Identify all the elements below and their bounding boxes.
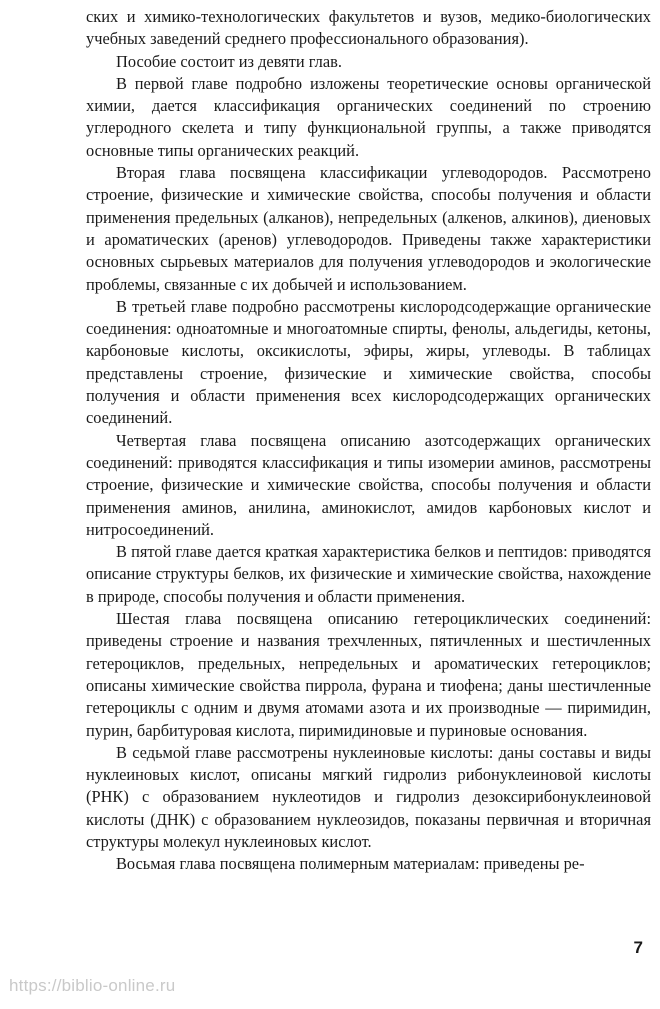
body-text	[86, 6, 651, 876]
paragraph-chapter-1: В первой главе подробно изложены теоретические основы органической химии, дается классификация органических соединений по строению углеродного скелета и типу функциональной группы, а также приводятся основные типы органических реакций.	[86, 73, 651, 160]
paragraph-chapter-8: Восьмая глава посвящена полимерным материалам: приведены ре-	[116, 854, 585, 874]
paragraph-chapter-5: В пятой главе дается краткая характеристика белков и пептидов: приводятся описание структуры белков, их физические и химические свойства, нахождение в природе, способы получения и области применения.	[86, 542, 651, 606]
paragraph-chapter-4: Четвертая глава посвящена описанию азотсодержащих органических соединений: приводятся классификация и типы изомерии аминов, рассмотрены строение, физические и химические свойства, способы получения и области применения аминов, анилина, аминокислот, амидов карбоновых кислот и нитросоединений.	[86, 430, 651, 539]
paragraph-continuation: ских и химико-технологических факультетов и вузов, медико-биологических учебных заведений среднего профессионального образования).	[86, 7, 651, 49]
page-number: 7	[633, 938, 643, 957]
paragraph-structure: Пособие состоит из девяти глав.	[116, 51, 342, 71]
paragraph-chapter-3: В третьей главе подробно рассмотрены кислородсодержащие органические соединения: одноатомные и многоатомные спирты, фенолы, альдегиды, кетоны, карбоновые кислоты, оксикислоты, эфиры, жиры, углеводы. В таблицах представлены строение, физические и химические свойства, способы получения и области применения всех кислородсодержащих органических соединений.	[86, 296, 651, 428]
paragraph-chapter-6: Шестая глава посвящена описанию гетероциклических соединений: приведены строение и названия трехчленных, пятичленных и шестичленных гетероциклов, предельных, непредельных и ароматических гетероциклов; описаны химические свойства пиррола, фурана и тиофена; даны шестичленные гетероциклы с одним и двумя атомами азота и их производные — пиримидин, пурин, барбитуровая кислота, пиримидиновые и пуриновые основания.	[86, 609, 651, 740]
watermark-url: https://biblio-online.ru	[9, 976, 176, 995]
paragraph-chapter-2: Вторая глава посвящена классификации углеводородов. Рассмотрено строение, физические и химические свойства, способы получения и области применения предельных (алканов), непредельных (алкенов, алкинов), диеновых и ароматических (аренов) углеводородов. Приведены также характеристики основных сырьевых материалов для получения углеводородов и экологические проблемы, связанные с их добычей и использованием.	[86, 163, 651, 294]
paragraph-chapter-7: В седьмой главе рассмотрены нуклеиновые кислоты: даны составы и виды нуклеиновых кислот, описаны мягкий гидролиз рибонуклеиновой кислоты (РНК) с образованием нуклеотидов и гидролиз дезоксирибонуклеиновой кислоты (ДНК) с образованием нуклеозидов, показаны первичная и вторичная структуры молекул нуклеиновых кислот.	[86, 742, 651, 851]
